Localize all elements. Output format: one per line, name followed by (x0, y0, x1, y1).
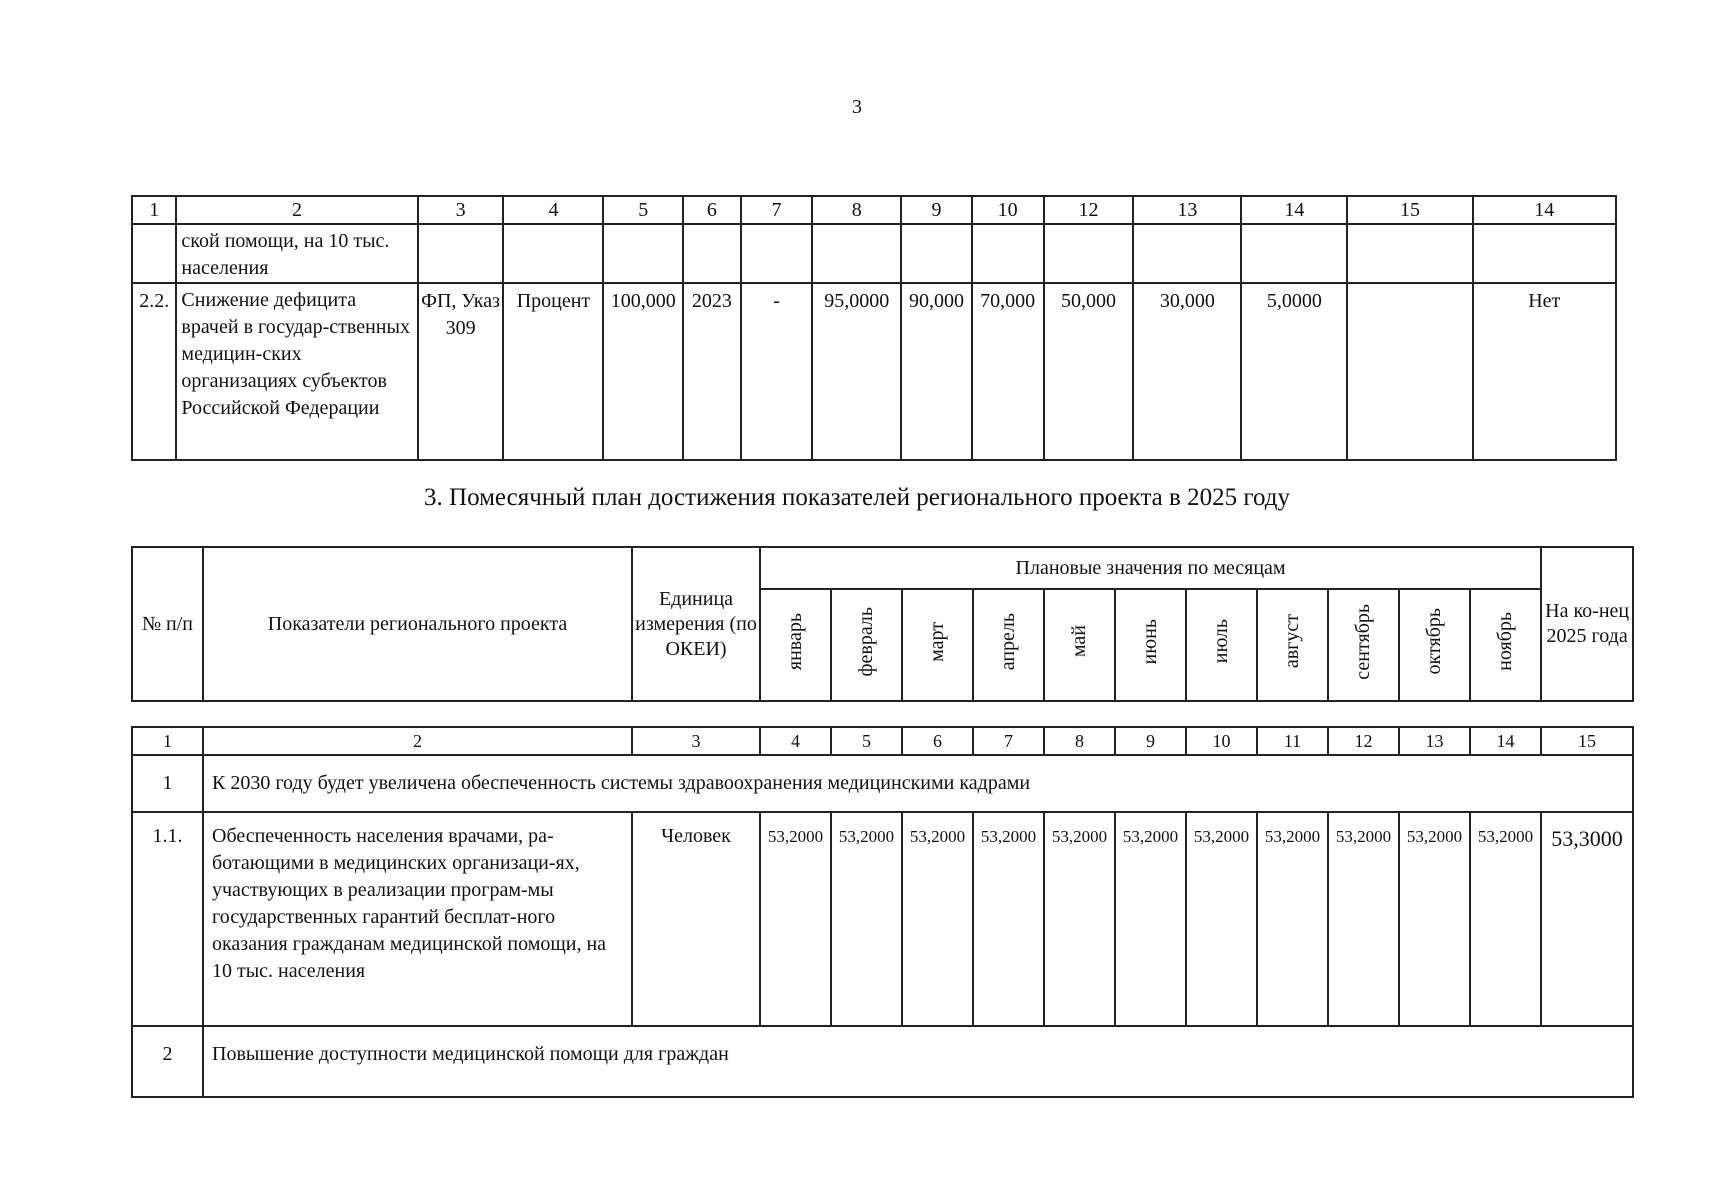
month-label: октябрь (1423, 608, 1445, 675)
monthly-value: 53,2000 (1115, 812, 1186, 1026)
indicator-name: Обеспеченность населения врачами, ра-ботающими в медицинских организаци-ях, участвующих в реализации програм-мы государственных гарантий бесплат-ного оказания гражданам медицинской помощи, на 10 тыс. населения (203, 812, 632, 1026)
indicator-source: ФП, Указ 309 (418, 283, 504, 460)
month-label: май (1068, 625, 1090, 658)
value-cell: - (741, 283, 813, 460)
goal-text: К 2030 году будет увеличена обеспеченность системы здравоохранения медицинскими кадрами (203, 755, 1633, 812)
header-cell: 13 (1133, 196, 1241, 224)
col-indicator-header: Показатели регионального проекта (203, 547, 632, 701)
header-cell: 5 (603, 196, 683, 224)
value-cell: 95,0000 (812, 283, 901, 460)
col-num-header: № п/п (132, 547, 203, 701)
value-cell: 5,0000 (1241, 283, 1347, 460)
column-numbers-row (132, 727, 1633, 755)
goal-row (132, 1026, 1633, 1097)
goal-number: 2 (132, 1026, 203, 1097)
column-number: 8 (1044, 727, 1115, 755)
header-cell: 10 (972, 196, 1044, 224)
column-number: 14 (1470, 727, 1541, 755)
month-label: ноябрь (1494, 612, 1517, 671)
indicator-unit: Человек (632, 812, 760, 1026)
monthly-value: 53,2000 (973, 812, 1044, 1026)
header-cell: 1 (132, 196, 176, 224)
row-number: 2.2. (132, 283, 176, 460)
header-cell: 15 (1347, 196, 1472, 224)
indicator-unit: Процент (503, 283, 603, 460)
page-number: 3 (852, 96, 862, 118)
month-label: сентябрь (1352, 603, 1374, 680)
value-cell: 50,000 (1044, 283, 1134, 460)
section-title: 3. Помесячный план достижения показателей регионального проекта в 2025 году (424, 484, 1290, 511)
month-label: август (1281, 614, 1303, 669)
monthly-plan-table (131, 726, 1634, 1098)
table-header-row (132, 547, 1633, 589)
value-cell: Нет (1473, 283, 1616, 460)
header-cell: 3 (418, 196, 504, 224)
indicator-row (132, 812, 1633, 1026)
column-number: 9 (1115, 727, 1186, 755)
column-number: 7 (973, 727, 1044, 755)
column-number: 3 (632, 727, 760, 755)
value-cell: 90,000 (901, 283, 972, 460)
monthly-value: 53,2000 (902, 812, 973, 1026)
column-number: 15 (1541, 727, 1633, 755)
header-cell: 14 (1473, 196, 1616, 224)
column-number: 11 (1257, 727, 1328, 755)
month-label: апрель (997, 612, 1019, 671)
table-row (132, 283, 1616, 460)
column-number: 1 (132, 727, 203, 755)
monthly-value: 53,2000 (760, 812, 831, 1026)
monthly-value: 53,2000 (831, 812, 902, 1026)
table-row (132, 224, 1616, 283)
col-group-header: Плановые значения по месяцам (760, 547, 1541, 589)
base-year: 2023 (683, 283, 741, 460)
column-number: 10 (1186, 727, 1257, 755)
monthly-plan-header-table (131, 546, 1634, 702)
row-continuation-text: ской помощи, на 10 тыс. населения (176, 224, 417, 283)
monthly-value: 53,2000 (1470, 812, 1541, 1026)
goal-text: Повышение доступности медицинской помощи для граждан (203, 1026, 1633, 1097)
end-of-year-value: 53,3000 (1541, 812, 1633, 1026)
monthly-value: 53,2000 (1257, 812, 1328, 1026)
col-unit-header: Единица измерения (по ОКЕИ) (632, 547, 760, 701)
monthly-value: 53,2000 (1186, 812, 1257, 1026)
month-label: февраль (855, 606, 877, 677)
column-number: 12 (1328, 727, 1399, 755)
value-cell (1347, 283, 1472, 460)
indicator-number: 1.1. (132, 812, 203, 1026)
header-cell: 12 (1044, 196, 1134, 224)
column-number: 6 (902, 727, 973, 755)
month-label: июнь (1139, 618, 1161, 665)
header-cell: 2 (176, 196, 417, 224)
month-label: март (926, 621, 948, 662)
column-number: 13 (1399, 727, 1470, 755)
column-number: 4 (760, 727, 831, 755)
goal-row (132, 755, 1633, 812)
header-cell: 7 (741, 196, 813, 224)
header-cell: 6 (683, 196, 741, 224)
header-cell: 14 (1241, 196, 1347, 224)
table-header-row (132, 196, 1616, 224)
monthly-value: 53,2000 (1399, 812, 1470, 1026)
header-cell: 9 (901, 196, 972, 224)
value-cell: 70,000 (972, 283, 1044, 460)
header-cell: 4 (503, 196, 603, 224)
base-value: 100,000 (603, 283, 683, 460)
month-label: июль (1210, 619, 1232, 664)
goal-number: 1 (132, 755, 203, 812)
indicator-name: Снижение дефицита врачей в государ-ственных медицин-ских организациях субъектов Российской Федерации (176, 283, 417, 460)
column-number: 2 (203, 727, 632, 755)
header-cell: 8 (812, 196, 901, 224)
month-label: январь (784, 612, 806, 671)
indicators-table-continuation (131, 195, 1617, 461)
col-end-header: На ко-нец 2025 года (1541, 547, 1633, 701)
column-number: 5 (831, 727, 902, 755)
monthly-value: 53,2000 (1328, 812, 1399, 1026)
monthly-value: 53,2000 (1044, 812, 1115, 1026)
value-cell: 30,000 (1133, 283, 1241, 460)
